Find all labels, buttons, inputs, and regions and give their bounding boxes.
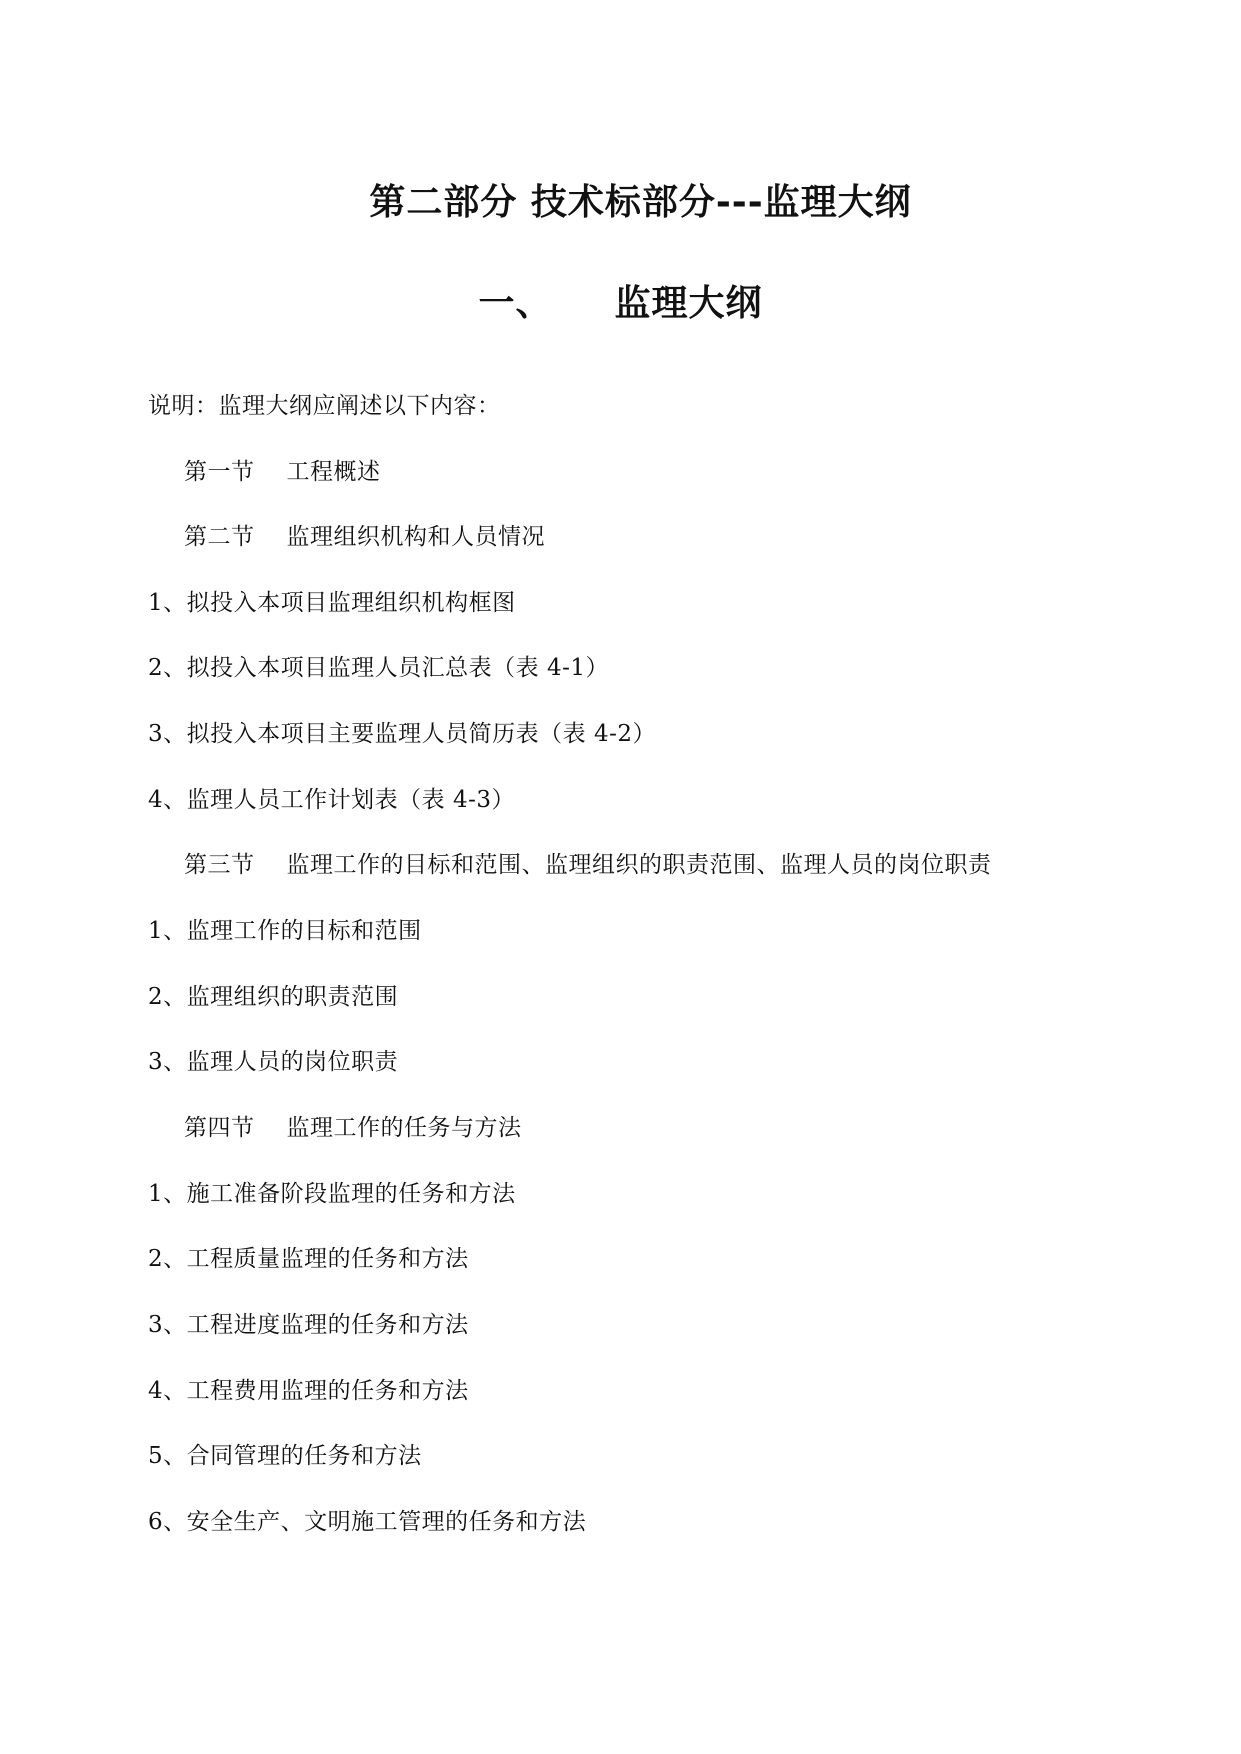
list-item: 1、监理工作的目标和范围 bbox=[148, 918, 422, 944]
list-item: 5、合同管理的任务和方法 bbox=[148, 1443, 422, 1469]
section-title: 监理工作的目标和范围、监理组织的职责范围、监理人员的岗位职责 bbox=[286, 852, 992, 878]
section-line bbox=[184, 456, 381, 488]
list-item: 4、工程费用监理的任务和方法 bbox=[148, 1378, 469, 1404]
section-label: 第一节 bbox=[184, 459, 255, 485]
intro-text: 说明：监理大纲应阐述以下内容： bbox=[148, 393, 501, 419]
list-item: 2、拟投入本项目监理人员汇总表（表 4-1） bbox=[148, 655, 609, 681]
section-title: 监理工作的任务与方法 bbox=[286, 1115, 522, 1141]
list-item: 1、拟投入本项目监理组织机构框图 bbox=[148, 590, 516, 616]
section-title: 监理组织机构和人员情况 bbox=[286, 524, 545, 550]
section-label: 第三节 bbox=[184, 852, 255, 878]
section-line bbox=[184, 1112, 522, 1144]
section-title: 工程概述 bbox=[286, 459, 381, 485]
list-item: 4、监理人员工作计划表（表 4-3） bbox=[148, 787, 515, 813]
list-item: 2、监理组织的职责范围 bbox=[148, 984, 399, 1010]
section-label: 第二节 bbox=[184, 524, 255, 550]
list-item: 3、监理人员的岗位职责 bbox=[148, 1049, 399, 1075]
list-item: 1、施工准备阶段监理的任务和方法 bbox=[148, 1181, 516, 1207]
document-title: 第二部分 技术标部分---监理大纲 bbox=[369, 182, 912, 223]
section-heading bbox=[0, 282, 1241, 326]
section-line bbox=[184, 849, 992, 881]
section-heading-number: 一、 bbox=[478, 283, 553, 324]
list-item: 2、工程质量监理的任务和方法 bbox=[148, 1246, 469, 1272]
list-item: 6、安全生产、文明施工管理的任务和方法 bbox=[148, 1509, 587, 1535]
section-label: 第四节 bbox=[184, 1115, 255, 1141]
list-item: 3、工程进度监理的任务和方法 bbox=[148, 1312, 469, 1338]
section-line bbox=[184, 521, 545, 553]
section-heading-text: 监理大纲 bbox=[614, 283, 763, 324]
list-item: 3、拟投入本项目主要监理人员简历表（表 4-2） bbox=[148, 721, 656, 747]
